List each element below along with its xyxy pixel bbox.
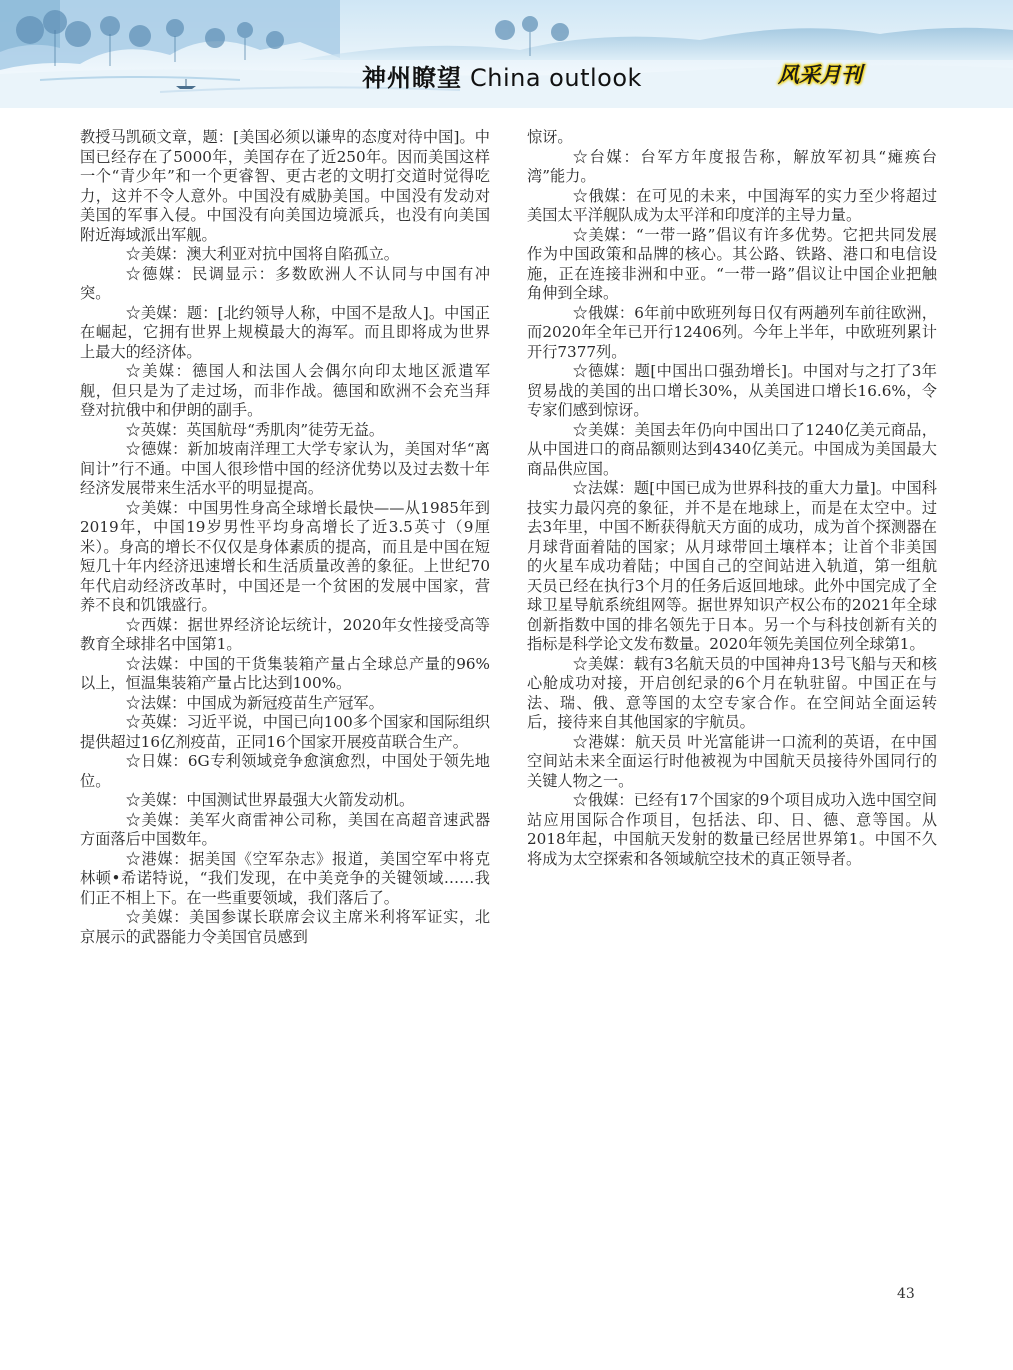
page-number: 43 [897,1286,915,1302]
paragraph: ☆美媒：题：[北约领导人称，中国不是敌人]。中国正在崛起，它拥有世界上规模最大的海军。而且即将成为世界上最大的经济体。 [80,303,490,361]
paragraph: ☆法媒：题[中国已成为世界科技的重大力量]。中国科技实力最闪亮的象征，并不是在地球上，而是在太空中。过去3年里，中国不断获得航天方面的成功，成为首个探测器在月球背面着陆的国家；从月球带回土壤样本；让首个非美国的火星车成功着陆；中国自己的空间站进入轨道，第一组航天员已经在执行3个月的任务后返回地球。此外中国完成了全球卫星导航系统组网等。据世界知识产权公布的2021年全球创新指数中国的排名领先于日本。另一个与科技创新有关的指标是科学论文发布数量。2020年领先美国位列全球第1。 [527,479,937,653]
paragraph: ☆德媒：民调显示：多数欧洲人不认同与中国有冲突。 [80,264,490,302]
paragraph: ☆美媒：中国测试世界最强大火箭发动机。 [125,791,415,809]
paragraph: ☆港媒：航天员 叶光富能讲一口流利的英语，在中国空间站未来全面运行时他被视为中国航天员接待外国同行的关键人物之一。 [527,732,937,790]
paragraph: ☆港媒：据美国《空军杂志》报道，美国空军中将克林顿•希诺特说，“我们发现，在中美竞争的关键领域……我们正不相上下。在一些重要领域，我们落后了。 [80,849,490,907]
left-text-column [80,128,490,947]
paragraph: ☆美媒：美军火商雷神公司称，美国在高超音速武器方面落后中国数年。 [80,810,490,848]
paragraph: ☆俄媒：已经有17个国家的9个项目成功入选中国空间站应用国际合作项目，包括法、印、日、德、意等国。从2018年起，中国航天发射的数量已经居世界第1。中国不久将成为太空探索和各领域航空技术的真正领导者。 [527,791,937,868]
paragraph: ☆美媒：美国参谋长联席会议主席米利将军证实，北京展示的武器能力令美国官员感到 [80,908,490,946]
paragraph: ☆英媒：习近平说，中国已向100多个国家和国际组织提供超过16亿剂疫苗，正同16个国家开展疫苗联合生产。 [80,713,490,751]
paragraph: ☆美媒：美国去年仍向中国出口了1240亿美元商品，从中国进口的商品额则达到4340亿美元。中国成为美国最大商品供应国。 [527,420,937,478]
paragraph: ☆台媒：台军方年度报告称，解放军初具“瘫痪台湾”能力。 [527,147,937,185]
header-banner [0,0,1013,108]
paragraph: ☆俄媒：6年前中欧班列每日仅有两趟列车前往欧洲，而2020年全年已开行12406列。今年上半年，中欧班列累计开行7377列。 [527,303,937,361]
paragraph: ☆美媒：载有3名航天员的中国神舟13号飞船与天和核心舱成功对接，开启创纪录的6个月在轨驻留。中国正在与法、瑞、俄、意等国的太空专家合作。在空间站全面运转后，接待来自其他国家的宇航员。 [527,654,937,731]
magazine-brand [362,58,642,93]
right-text-column [527,128,937,869]
paragraph: ☆法媒：中国的干货集装箱产量占全球总产量的96%以上，恒温集装箱产量占比达到100%。 [80,654,490,692]
paragraph: ☆美媒：澳大利亚对抗中国将自陷孤立。 [125,245,399,263]
paragraph: ☆美媒：“一带一路”倡议有许多优势。它把共同发展作为中国政策和品牌的核心。其公路、铁路、港口和电信设施，正在连接非洲和中亚。“一带一路”倡议让中国企业把触角伸到全球。 [527,225,937,302]
paragraph: ☆俄媒：在可见的未来，中国海军的实力至少将超过美国太平洋舰队成为太平洋和印度洋的主导力量。 [527,186,937,224]
paragraph: 惊讶。 [527,128,573,146]
paragraph: ☆法媒：中国成为新冠疫苗生产冠军。 [125,693,384,712]
paragraph: ☆日媒：6G专利领域竞争愈演愈烈，中国处于领先地位。 [80,752,490,790]
paragraph: ☆西媒：据世界经济论坛统计，2020年女性接受高等教育全球排名中国第1。 [80,615,490,653]
brand-chinese: 神州瞭望 [362,64,462,92]
paragraph: ☆美媒：中国男性身高全球增长最快——从1985年到2019年，中国19岁男性平均身高增长了近3.5英寸（9厘米）。身高的增长不仅仅是身体素质的提高，而且是中国在短短几十年内经济迅速增长和生活质量改善的象征。上世纪70年代启动经济改革时，中国还是一个贫困的发展中国家，营养不良和饥饿盛行。 [80,498,490,614]
column-badge: 风采月刊 [778,63,862,87]
paragraph: ☆美媒：德国人和法国人会偶尔向印太地区派遣军舰，但只是为了走过场，而非作战。德国和欧洲不会充当拜登对抗俄中和伊朗的副手。 [80,362,490,419]
paragraph: ☆英媒：英国航母“秀肌肉”徒劳无益。 [125,420,385,439]
paragraph: ☆德媒：题[中国出口强劲增长]。中国对与之打了3年贸易战的美国的出口增长30%，从美国进口增长16.6%，令专家们感到惊讶。 [527,362,937,419]
paragraph: ☆德媒：新加坡南洋理工大学专家认为，美国对华“离间计”行不通。中国人很珍惜中国的经济优势以及过去数十年经济发展带来生活水平的明显提高。 [80,440,490,497]
paragraph: 教授马凯硕文章，题：[美国必须以谦卑的态度对待中国]。中国已经存在了5000年，美国存在了近250年。因而美国这样一个“青少年”和一个更睿智、更古老的文明打交道时觉得吃力，这并不令人意外。中国没有威胁美国。中国没有发动对美国的军事入侵。中国没有向美国边境派兵，也没有向美国附近海域派出军舰。 [80,128,490,244]
brand-english: China outlook [470,64,642,92]
